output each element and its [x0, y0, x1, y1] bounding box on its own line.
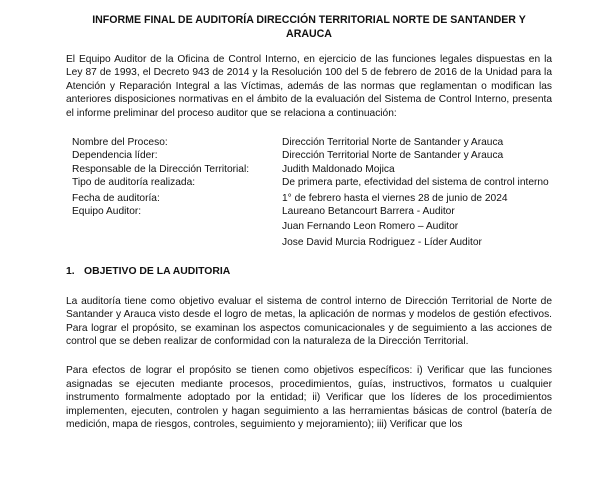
objective-paragraph: La auditoría tiene como objetivo evaluar el sistema de control interno de Dirección Territorial de Norte de Santander y Arauca visto desde el logro de metas, la aplicación de normas y modelos de gestión efectivos. Para lograr el propósito, se examinan los aspectos comunicacionales y de seguimiento a las acciones de control que se deben realizar de conformidad con la naturaleza de la Dirección Territorial.	[66, 295, 552, 347]
info-row	[72, 176, 552, 189]
intro-paragraph: El Equipo Auditor de la Oficina de Control Interno, en ejercicio de las funciones legales dispuestas en la Ley 87 de 1993, el Decreto 943 de 2014 y la Resolución 100 del 5 de febrero de 2016 de la Unidad para la Atención y Reparación Integral a las Víctimas, además de las normas que reglamentan o modifican las anteriores disposiciones normativas en el ámbito de la evaluación del Sistema de Control Interno, presenta el informe preliminar del proceso auditor que se relaciona a continuación:	[66, 54, 552, 119]
info-row	[72, 205, 552, 218]
info-value: 1° de febrero hasta el viernes 28 de junio de 2024	[282, 192, 508, 204]
specific-objectives-paragraph: Para efectos de lograr el propósito se tienen como objetivos específicos: i) Verificar que las funciones asignadas se ejecuten mediante procesos, procedimientos, guías, instructivos, formatos u cualquier instrumento formalmente adoptado por la entidad; ii) Verificar que los líderes de los procedimientos implementen, ejecuten, controlen y hagan seguimiento a las herramientas básicas de control (batería de medición, mapa de riesgos, controles, seguimiento y mejoramiento); iii) Verificar que los	[66, 365, 552, 430]
audit-info-table	[72, 136, 552, 249]
info-label: Tipo de auditoría realizada:	[72, 177, 196, 189]
info-row	[72, 220, 552, 233]
info-label: Responsable de la Dirección Territorial:	[72, 163, 250, 175]
info-label: Nombre del Proceso:	[72, 137, 168, 149]
info-row	[72, 149, 552, 162]
info-value: Dirección Territorial Norte de Santander y Arauca	[282, 150, 504, 162]
info-value: Dirección Territorial Norte de Santander y Arauca	[282, 137, 504, 149]
section-title: OBJETIVO DE LA AUDITORIA	[84, 266, 231, 278]
document-title: INFORME FINAL DE AUDITORÍA DIRECCIÓN TERRITORIAL NORTE DE SANTANDER Y ARAUCA	[92, 14, 526, 40]
info-row	[72, 163, 552, 176]
info-value: Judith Maldonado Mojica	[282, 163, 395, 175]
info-value: Jose David Murcia Rodriguez - Líder Auditor	[282, 236, 482, 248]
info-row	[72, 236, 552, 249]
section-number: 1.	[66, 266, 75, 278]
info-value: De primera parte, efectividad del sistema de control interno	[282, 177, 549, 189]
info-label: Equipo Auditor:	[72, 206, 142, 218]
document-page	[66, 13, 552, 447]
info-label: Fecha de auditoría:	[72, 192, 160, 204]
info-row	[72, 136, 552, 149]
info-value: Juan Fernando Leon Romero – Auditor	[282, 221, 459, 233]
info-label	[72, 236, 282, 249]
info-value: Laureano Betancourt Barrera - Auditor	[282, 206, 455, 218]
section-heading	[66, 265, 552, 278]
info-row	[72, 192, 552, 205]
info-label: Dependencia líder:	[72, 150, 158, 162]
info-label	[72, 220, 282, 233]
